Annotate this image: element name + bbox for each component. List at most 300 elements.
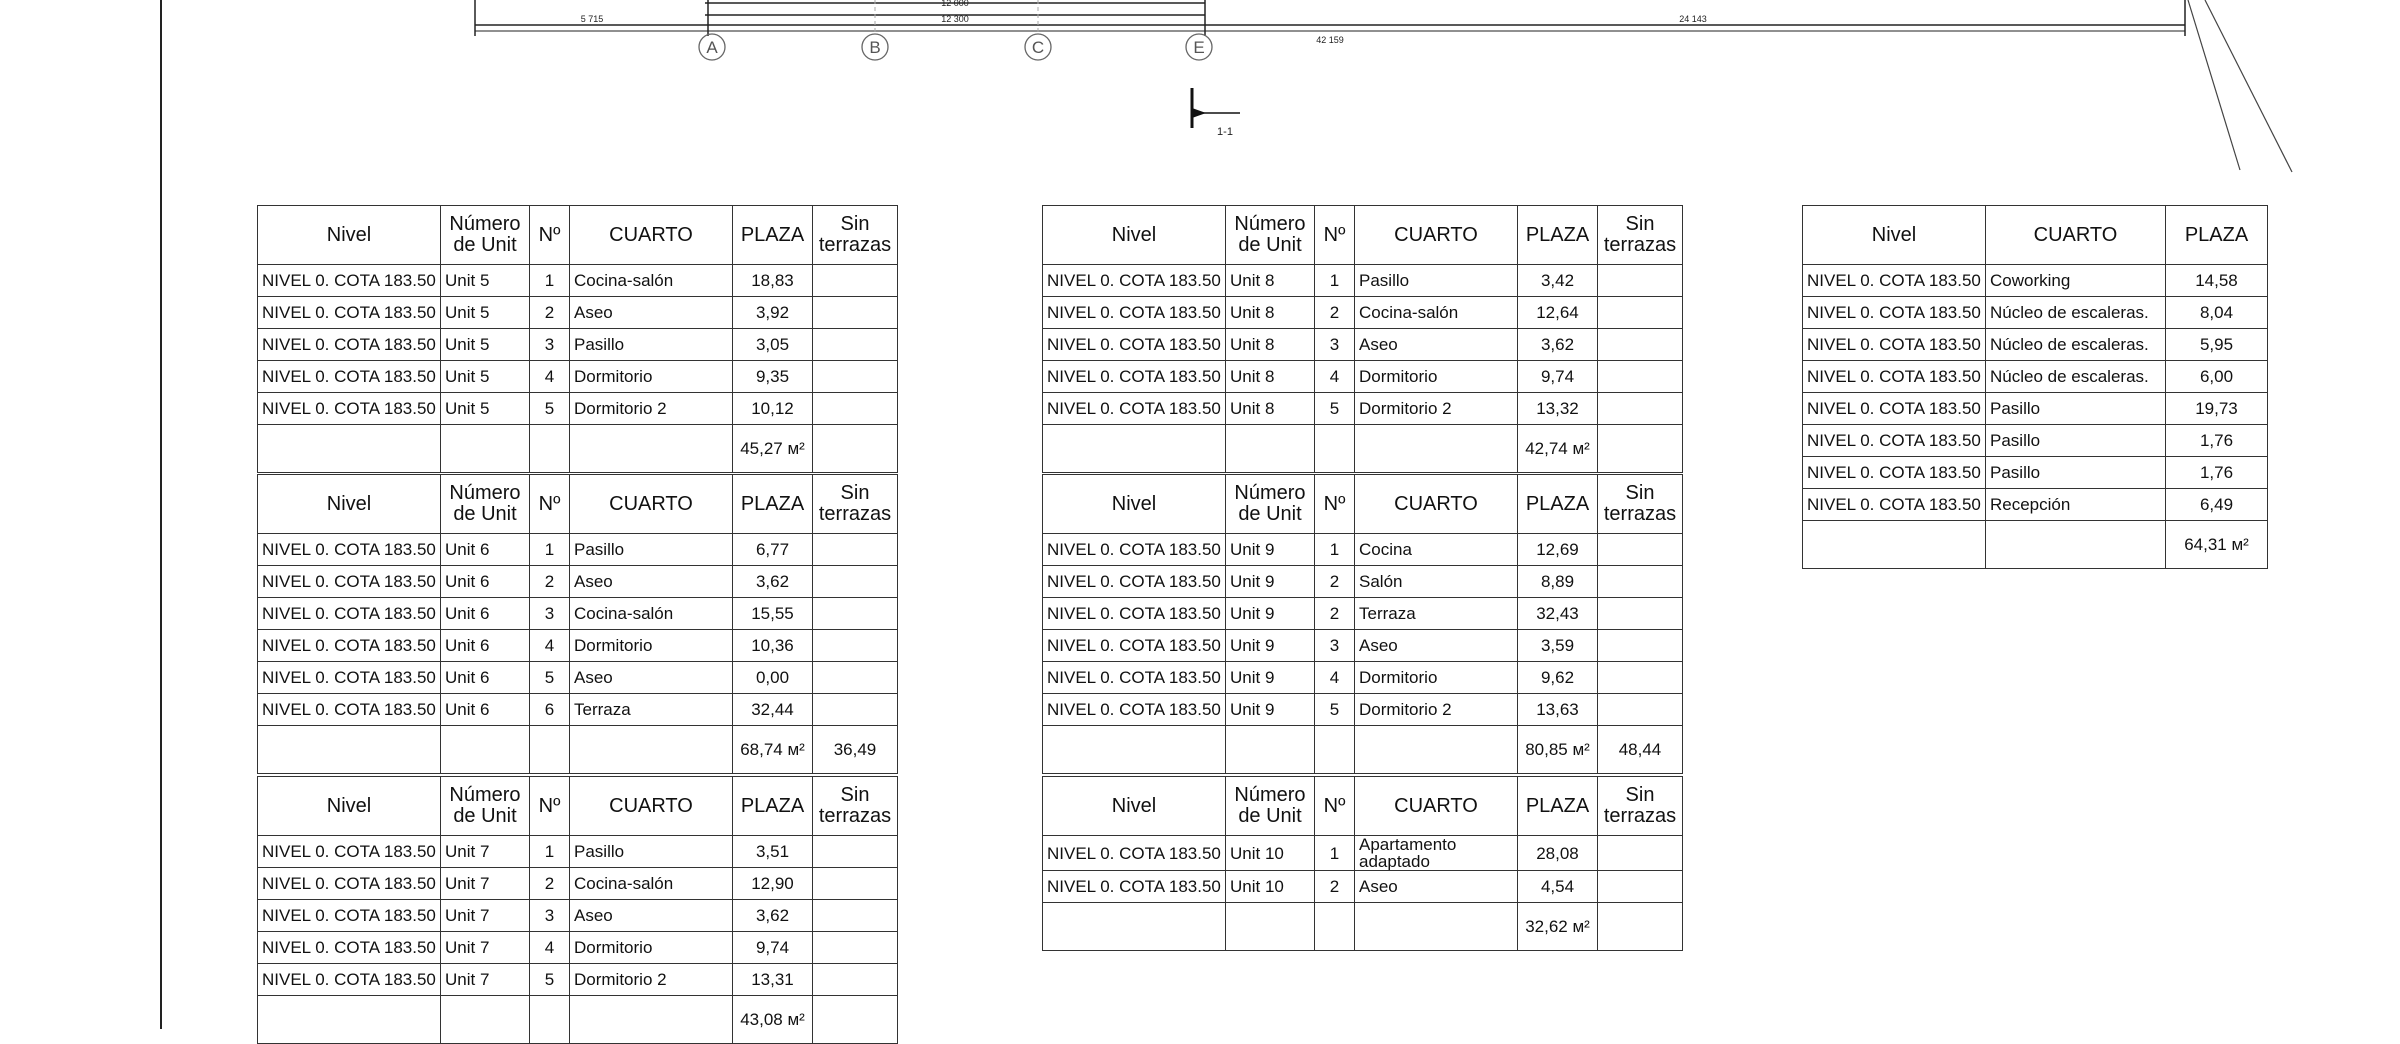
table-row <box>1803 489 2268 521</box>
table-row <box>1803 425 2268 457</box>
cell-nivel: NIVEL 0. COTA 183.50 <box>1803 329 1986 361</box>
cell-cuarto: Apartamento adaptado <box>1355 836 1518 871</box>
cell-plaza: 13,31 <box>733 964 813 996</box>
cell-nivel: NIVEL 0. COTA 183.50 <box>258 598 441 630</box>
axis-label-c: C <box>1031 38 1045 57</box>
table-row <box>1043 297 1683 329</box>
cell-unit: Unit 7 <box>441 868 530 900</box>
table-row <box>1803 361 2268 393</box>
cell-unit: Unit 8 <box>1226 393 1315 425</box>
cell-unit: Unit 5 <box>441 329 530 361</box>
cell-plaza: 3,42 <box>1518 265 1598 297</box>
cell-nivel: NIVEL 0. COTA 183.50 <box>1043 836 1226 871</box>
table-unit-9 <box>1042 474 1683 774</box>
table-row <box>1043 694 1683 726</box>
header-nivel: Nivel <box>258 206 441 265</box>
cell-cuarto: Coworking <box>1986 265 2166 297</box>
cell-sin <box>813 932 898 964</box>
total-plaza: 43,08 м² <box>733 996 813 1044</box>
empty-cell <box>530 996 570 1044</box>
cell-unit: Unit 5 <box>441 393 530 425</box>
cell-no: 2 <box>1315 297 1355 329</box>
cell-sin <box>813 694 898 726</box>
cell-cuarto: Aseo <box>1355 630 1518 662</box>
table-row <box>258 694 898 726</box>
table-total-row <box>1043 726 1683 774</box>
dim-text-1: 12 000 <box>941 0 969 8</box>
cell-cuarto: Dormitorio <box>1355 662 1518 694</box>
header-sin-terrazas: Sin terrazas <box>813 777 898 836</box>
table-row <box>258 662 898 694</box>
cell-plaza: 6,77 <box>733 534 813 566</box>
cell-sin <box>813 329 898 361</box>
cell-cuarto: Pasillo <box>1986 457 2166 489</box>
cell-unit: Unit 5 <box>441 361 530 393</box>
total-sin-terrazas <box>1598 903 1683 951</box>
total-sin-terrazas: 36,49 <box>813 726 898 774</box>
cell-nivel: NIVEL 0. COTA 183.50 <box>1043 662 1226 694</box>
header-sin-terrazas: Sin terrazas <box>1598 777 1683 836</box>
table-row <box>258 630 898 662</box>
cell-plaza: 28,08 <box>1518 836 1598 871</box>
cell-nivel: NIVEL 0. COTA 183.50 <box>258 836 441 868</box>
empty-cell <box>441 726 530 774</box>
table-row <box>258 393 898 425</box>
table-row <box>258 361 898 393</box>
cell-no: 2 <box>1315 566 1355 598</box>
cell-nivel: NIVEL 0. COTA 183.50 <box>1803 489 1986 521</box>
empty-cell <box>530 425 570 473</box>
cell-plaza: 8,04 <box>2166 297 2268 329</box>
cell-plaza: 10,36 <box>733 630 813 662</box>
empty-cell <box>441 996 530 1044</box>
header-plaza: PLAZA <box>733 475 813 534</box>
dim-text-4: 24 143 <box>1679 14 1707 24</box>
cell-plaza: 10,12 <box>733 393 813 425</box>
empty-cell <box>570 996 733 1044</box>
cell-nivel: NIVEL 0. COTA 183.50 <box>258 900 441 932</box>
header-no: Nº <box>530 777 570 836</box>
cell-plaza: 3,92 <box>733 297 813 329</box>
header-sin-terrazas: Sin terrazas <box>1598 206 1683 265</box>
header-cuarto: CUARTO <box>1355 777 1518 836</box>
cell-no: 6 <box>530 694 570 726</box>
header-cuarto: CUARTO <box>570 777 733 836</box>
empty-cell <box>570 726 733 774</box>
cell-nivel: NIVEL 0. COTA 183.50 <box>258 265 441 297</box>
cell-sin <box>1598 662 1683 694</box>
table-row <box>1803 265 2268 297</box>
cell-unit: Unit 8 <box>1226 329 1315 361</box>
cell-no: 2 <box>1315 598 1355 630</box>
cell-plaza: 5,95 <box>2166 329 2268 361</box>
empty-cell <box>1355 425 1518 473</box>
cell-cuarto: Pasillo <box>570 836 733 868</box>
cell-sin <box>813 297 898 329</box>
cell-no: 3 <box>530 329 570 361</box>
cell-plaza: 12,69 <box>1518 534 1598 566</box>
cell-plaza: 6,49 <box>2166 489 2268 521</box>
empty-cell <box>1355 726 1518 774</box>
cell-cuarto: Aseo <box>570 566 733 598</box>
table-row <box>1803 457 2268 489</box>
cell-sin <box>1598 694 1683 726</box>
header-cuarto: CUARTO <box>570 206 733 265</box>
empty-cell <box>1986 521 2166 569</box>
table-row <box>1043 534 1683 566</box>
header-plaza: PLAZA <box>733 777 813 836</box>
cell-nivel: NIVEL 0. COTA 183.50 <box>258 566 441 598</box>
cell-plaza: 14,58 <box>2166 265 2268 297</box>
cell-plaza: 3,51 <box>733 836 813 868</box>
cell-nivel: NIVEL 0. COTA 183.50 <box>258 329 441 361</box>
cell-cuarto: Dormitorio <box>570 932 733 964</box>
cell-cuarto: Dormitorio 2 <box>570 964 733 996</box>
cell-unit: Unit 7 <box>441 932 530 964</box>
cell-nivel: NIVEL 0. COTA 183.50 <box>258 361 441 393</box>
total-sin-terrazas <box>813 996 898 1044</box>
cell-no: 4 <box>530 932 570 964</box>
cell-nivel: NIVEL 0. COTA 183.50 <box>1043 297 1226 329</box>
cell-plaza: 1,76 <box>2166 457 2268 489</box>
cell-sin <box>1598 566 1683 598</box>
cell-nivel: NIVEL 0. COTA 183.50 <box>1803 393 1986 425</box>
cell-nivel: NIVEL 0. COTA 183.50 <box>1043 534 1226 566</box>
header-cuarto: CUARTO <box>1986 206 2166 265</box>
cell-cuarto: Cocina-salón <box>570 868 733 900</box>
table-total-row <box>1803 521 2268 569</box>
table-total-row <box>258 425 898 473</box>
header-numero-unit: Número de Unit <box>441 777 530 836</box>
cell-cuarto: Cocina-salón <box>1355 297 1518 329</box>
table-row <box>258 868 898 900</box>
cell-no: 2 <box>530 868 570 900</box>
cell-unit: Unit 7 <box>441 836 530 868</box>
cell-sin <box>1598 361 1683 393</box>
cell-plaza: 13,32 <box>1518 393 1598 425</box>
floor-plan-dimension-drawing <box>0 0 2400 180</box>
cell-no: 1 <box>1315 836 1355 871</box>
table-header-row <box>1043 475 1683 534</box>
table-row <box>1803 329 2268 361</box>
cell-sin <box>813 393 898 425</box>
cell-plaza: 3,59 <box>1518 630 1598 662</box>
cell-cuarto: Pasillo <box>1986 393 2166 425</box>
table-row <box>258 329 898 361</box>
cell-plaza: 9,35 <box>733 361 813 393</box>
cell-no: 4 <box>530 361 570 393</box>
cell-sin <box>1598 598 1683 630</box>
header-plaza: PLAZA <box>733 206 813 265</box>
cell-nivel: NIVEL 0. COTA 183.50 <box>1043 361 1226 393</box>
header-sin-terrazas: Sin terrazas <box>813 475 898 534</box>
header-numero-unit: Número de Unit <box>1226 777 1315 836</box>
cell-sin <box>1598 871 1683 903</box>
cell-sin <box>813 598 898 630</box>
cell-nivel: NIVEL 0. COTA 183.50 <box>1043 393 1226 425</box>
cell-sin <box>1598 534 1683 566</box>
cell-unit: Unit 5 <box>441 265 530 297</box>
header-nivel: Nivel <box>1043 475 1226 534</box>
cell-cuarto: Aseo <box>1355 329 1518 361</box>
table-header-row <box>258 206 898 265</box>
cell-no: 3 <box>1315 630 1355 662</box>
cell-sin <box>1598 329 1683 361</box>
cell-plaza: 3,62 <box>733 566 813 598</box>
table-unit-8 <box>1042 205 1683 473</box>
total-sin-terrazas <box>1598 425 1683 473</box>
table-row <box>1043 566 1683 598</box>
header-plaza: PLAZA <box>2166 206 2268 265</box>
total-plaza: 32,62 м² <box>1518 903 1598 951</box>
cell-no: 3 <box>530 900 570 932</box>
cell-unit: Unit 6 <box>441 598 530 630</box>
cell-cuarto: Pasillo <box>1986 425 2166 457</box>
cell-plaza: 1,76 <box>2166 425 2268 457</box>
cell-nivel: NIVEL 0. COTA 183.50 <box>258 534 441 566</box>
cell-unit: Unit 10 <box>1226 836 1315 871</box>
cell-cuarto: Pasillo <box>570 329 733 361</box>
cell-cuarto: Dormitorio 2 <box>1355 694 1518 726</box>
cell-no: 2 <box>530 297 570 329</box>
cell-nivel: NIVEL 0. COTA 183.50 <box>1043 694 1226 726</box>
cell-nivel: NIVEL 0. COTA 183.50 <box>1043 598 1226 630</box>
cell-plaza: 19,73 <box>2166 393 2268 425</box>
cell-no: 4 <box>1315 662 1355 694</box>
empty-cell <box>1803 521 1986 569</box>
table-row <box>1043 598 1683 630</box>
table-row <box>1043 836 1683 871</box>
empty-cell <box>441 425 530 473</box>
table-unit-5 <box>257 205 898 473</box>
table-row <box>258 566 898 598</box>
cell-unit: Unit 6 <box>441 662 530 694</box>
cell-cuarto: Dormitorio <box>570 361 733 393</box>
cell-plaza: 4,54 <box>1518 871 1598 903</box>
cell-sin <box>813 566 898 598</box>
cell-sin <box>813 534 898 566</box>
table-total-row <box>258 996 898 1044</box>
total-plaza: 42,74 м² <box>1518 425 1598 473</box>
cell-cuarto: Núcleo de escaleras. <box>1986 329 2166 361</box>
cell-cuarto: Aseo <box>570 297 733 329</box>
cell-nivel: NIVEL 0. COTA 183.50 <box>1803 265 1986 297</box>
cell-plaza: 3,62 <box>1518 329 1598 361</box>
table-row <box>1043 871 1683 903</box>
cell-nivel: NIVEL 0. COTA 183.50 <box>258 393 441 425</box>
cell-nivel: NIVEL 0. COTA 183.50 <box>258 694 441 726</box>
cell-plaza: 0,00 <box>733 662 813 694</box>
empty-cell <box>1355 903 1518 951</box>
header-no: Nº <box>530 206 570 265</box>
cell-no: 3 <box>530 598 570 630</box>
cell-no: 5 <box>530 662 570 694</box>
cell-nivel: NIVEL 0. COTA 183.50 <box>1043 329 1226 361</box>
header-nivel: Nivel <box>258 475 441 534</box>
table-total-row <box>258 726 898 774</box>
empty-cell <box>1226 903 1315 951</box>
cell-nivel: NIVEL 0. COTA 183.50 <box>1043 871 1226 903</box>
header-plaza: PLAZA <box>1518 206 1598 265</box>
empty-cell <box>1226 425 1315 473</box>
cell-plaza: 6,00 <box>2166 361 2268 393</box>
table-row <box>258 964 898 996</box>
table-total-row <box>1043 425 1683 473</box>
cell-unit: Unit 10 <box>1226 871 1315 903</box>
table-row <box>1043 393 1683 425</box>
table-header-row <box>258 777 898 836</box>
cell-no: 2 <box>1315 871 1355 903</box>
cell-cuarto: Terraza <box>1355 598 1518 630</box>
cell-cuarto: Pasillo <box>570 534 733 566</box>
cell-no: 5 <box>530 393 570 425</box>
cell-sin <box>813 361 898 393</box>
header-plaza: PLAZA <box>1518 777 1598 836</box>
table-row <box>1803 297 2268 329</box>
empty-cell <box>1043 903 1226 951</box>
empty-cell <box>258 996 441 1044</box>
empty-cell <box>570 425 733 473</box>
cell-no: 1 <box>1315 534 1355 566</box>
table-total-row <box>1043 903 1683 951</box>
total-sin-terrazas: 48,44 <box>1598 726 1683 774</box>
cell-plaza: 3,05 <box>733 329 813 361</box>
header-no: Nº <box>1315 206 1355 265</box>
cell-cuarto: Aseo <box>1355 871 1518 903</box>
cell-no: 1 <box>530 836 570 868</box>
cell-unit: Unit 6 <box>441 534 530 566</box>
cell-nivel: NIVEL 0. COTA 183.50 <box>258 932 441 964</box>
cell-unit: Unit 9 <box>1226 630 1315 662</box>
cell-unit: Unit 8 <box>1226 265 1315 297</box>
cell-plaza: 9,62 <box>1518 662 1598 694</box>
cell-sin <box>813 868 898 900</box>
empty-cell <box>1226 726 1315 774</box>
cell-cuarto: Dormitorio <box>570 630 733 662</box>
cell-no: 1 <box>530 265 570 297</box>
cell-sin <box>813 964 898 996</box>
cell-unit: Unit 6 <box>441 694 530 726</box>
table-unit-6 <box>257 474 898 774</box>
header-no: Nº <box>530 475 570 534</box>
header-numero-unit: Número de Unit <box>1226 206 1315 265</box>
table-row <box>258 836 898 868</box>
cell-no: 1 <box>1315 265 1355 297</box>
cell-cuarto: Recepción <box>1986 489 2166 521</box>
empty-cell <box>1315 726 1355 774</box>
cell-nivel: NIVEL 0. COTA 183.50 <box>258 630 441 662</box>
cell-unit: Unit 7 <box>441 964 530 996</box>
cell-cuarto: Aseo <box>570 662 733 694</box>
cell-no: 4 <box>1315 361 1355 393</box>
table-row <box>1043 662 1683 694</box>
cell-cuarto: Cocina-salón <box>570 598 733 630</box>
table-header-row <box>1043 777 1683 836</box>
cell-sin <box>1598 393 1683 425</box>
header-nivel: Nivel <box>1803 206 1986 265</box>
cell-nivel: NIVEL 0. COTA 183.50 <box>1043 265 1226 297</box>
header-nivel: Nivel <box>258 777 441 836</box>
total-plaza: 45,27 м² <box>733 425 813 473</box>
cell-nivel: NIVEL 0. COTA 183.50 <box>1803 425 1986 457</box>
cell-unit: Unit 9 <box>1226 534 1315 566</box>
cell-unit: Unit 7 <box>441 900 530 932</box>
cell-nivel: NIVEL 0. COTA 183.50 <box>258 662 441 694</box>
table-header-row <box>1803 206 2268 265</box>
header-numero-unit: Número de Unit <box>1226 475 1315 534</box>
cell-cuarto: Terraza <box>570 694 733 726</box>
cell-plaza: 9,74 <box>733 932 813 964</box>
table-row <box>258 265 898 297</box>
cell-cuarto: Dormitorio 2 <box>1355 393 1518 425</box>
cell-plaza: 12,90 <box>733 868 813 900</box>
cell-cuarto: Dormitorio 2 <box>570 393 733 425</box>
empty-cell <box>258 425 441 473</box>
cell-no: 2 <box>530 566 570 598</box>
cell-plaza: 3,62 <box>733 900 813 932</box>
cell-sin <box>813 630 898 662</box>
table-unit-10 <box>1042 776 1683 951</box>
table-row <box>1043 630 1683 662</box>
cell-nivel: NIVEL 0. COTA 183.50 <box>258 964 441 996</box>
cell-unit: Unit 8 <box>1226 297 1315 329</box>
header-sin-terrazas: Sin terrazas <box>1598 475 1683 534</box>
cell-plaza: 15,55 <box>733 598 813 630</box>
axis-label-e: E <box>1193 38 1205 57</box>
table-row <box>1803 393 2268 425</box>
empty-cell <box>1315 425 1355 473</box>
cell-cuarto: Núcleo de escaleras. <box>1986 297 2166 329</box>
header-cuarto: CUARTO <box>1355 475 1518 534</box>
cell-no: 5 <box>1315 393 1355 425</box>
cell-unit: Unit 6 <box>441 630 530 662</box>
cell-nivel: NIVEL 0. COTA 183.50 <box>258 297 441 329</box>
empty-cell <box>1043 425 1226 473</box>
header-cuarto: CUARTO <box>570 475 733 534</box>
cell-unit: Unit 5 <box>441 297 530 329</box>
section-label: 1-1 <box>1217 126 1233 138</box>
empty-cell <box>258 726 441 774</box>
header-numero-unit: Número de Unit <box>441 206 530 265</box>
header-cuarto: CUARTO <box>1355 206 1518 265</box>
header-sin-terrazas: Sin terrazas <box>813 206 898 265</box>
table-row <box>258 900 898 932</box>
table-row <box>258 534 898 566</box>
dim-text-3: 5 715 <box>580 14 604 24</box>
cell-no: 5 <box>530 964 570 996</box>
cell-nivel: NIVEL 0. COTA 183.50 <box>258 868 441 900</box>
cell-unit: Unit 9 <box>1226 662 1315 694</box>
total-plaza: 68,74 м² <box>733 726 813 774</box>
cell-sin <box>1598 265 1683 297</box>
cell-plaza: 9,74 <box>1518 361 1598 393</box>
header-no: Nº <box>1315 475 1355 534</box>
table-row <box>1043 265 1683 297</box>
cell-unit: Unit 6 <box>441 566 530 598</box>
cell-nivel: NIVEL 0. COTA 183.50 <box>1043 630 1226 662</box>
cell-plaza: 32,43 <box>1518 598 1598 630</box>
cell-no: 1 <box>530 534 570 566</box>
cell-plaza: 8,89 <box>1518 566 1598 598</box>
table-header-row <box>1043 206 1683 265</box>
empty-cell <box>530 726 570 774</box>
header-numero-unit: Número de Unit <box>441 475 530 534</box>
cell-plaza: 13,63 <box>1518 694 1598 726</box>
cell-no: 3 <box>1315 329 1355 361</box>
cell-cuarto: Aseo <box>570 900 733 932</box>
cell-no: 4 <box>530 630 570 662</box>
cell-cuarto: Cocina <box>1355 534 1518 566</box>
